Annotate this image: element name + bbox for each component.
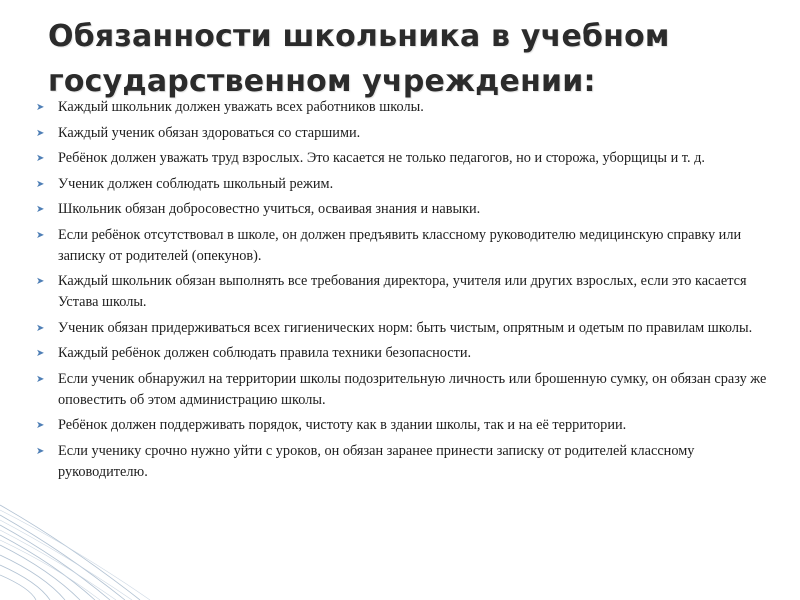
list-item-text: Каждый школьник обязан выполнять все требования директора, учителя или других взрослых, если это касается Устава школы. (58, 273, 747, 310)
list-item-text: Если ученик обнаружил на территории школы подозрительную личность или брошенную сумку, он обязан сразу же оповестить об этом администрацию школы. (58, 370, 767, 408)
duties-list (36, 97, 776, 487)
list-item (36, 271, 776, 313)
list-item (36, 148, 776, 169)
list-item (36, 199, 776, 220)
blue-arrow-bullet-icon: ➤ (36, 373, 45, 385)
list-item-text: Если ребёнок отсутствовал в школе, он должен предъявить классному руководителю медицинскую справку или записку от родителей (опекунов). (58, 226, 742, 264)
list-item (36, 225, 776, 267)
list-item-text: Каждый ученик обязан здороваться со старшими. (58, 124, 361, 141)
list-item (36, 97, 776, 118)
list-item-text: Школьник обязан добросовестно учиться, осваивая знания и навыки. (58, 201, 481, 217)
list-item-text: Ребёнок должен уважать труд взрослых. Это касается не только педагогов, но и сторожа, уборщицы и т. д. (58, 150, 705, 166)
list-item (36, 441, 776, 483)
list-item-text: Ученик обязан придерживаться всех гигиенических норм: быть чистым, опрятным и одетым по правилам школы. (58, 319, 753, 336)
list-item (36, 369, 776, 411)
blue-arrow-bullet-icon: ➤ (36, 102, 45, 113)
list-item (36, 415, 776, 436)
list-item (36, 318, 776, 339)
blue-arrow-bullet-icon: ➤ (36, 445, 45, 457)
list-item (36, 123, 776, 144)
blue-arrow-bullet-icon: ➤ (36, 420, 45, 431)
blue-arrow-bullet-icon: ➤ (36, 276, 45, 287)
list-item-text: Ребёнок должен поддерживать порядок, чистоту как в здании школы, так и на её территории. (58, 417, 627, 433)
list-item-text: Каждый школьник должен уважать всех работников школы. (58, 99, 424, 115)
blue-arrow-bullet-icon: ➤ (36, 348, 45, 359)
blue-arrow-bullet-icon: ➤ (36, 322, 45, 334)
list-item (36, 343, 776, 364)
blue-arrow-bullet-icon: ➤ (36, 178, 45, 190)
blue-arrow-bullet-icon: ➤ (36, 127, 45, 139)
list-item-text: Ученик должен соблюдать школьный режим. (58, 175, 334, 192)
list-item (36, 174, 776, 195)
blue-arrow-bullet-icon: ➤ (36, 204, 45, 215)
list-item-text: Если ученику срочно нужно уйти с уроков, он обязан заранее принести записку от родителей классному руководителю. (58, 442, 695, 480)
slide-title: Обязанности школьника в учебном государственном учреждении: (48, 19, 670, 99)
blue-arrow-bullet-icon: ➤ (36, 153, 45, 164)
list-item-text: Каждый ребёнок должен соблюдать правила техники безопасности. (58, 345, 472, 361)
blue-arrow-bullet-icon: ➤ (36, 229, 45, 241)
